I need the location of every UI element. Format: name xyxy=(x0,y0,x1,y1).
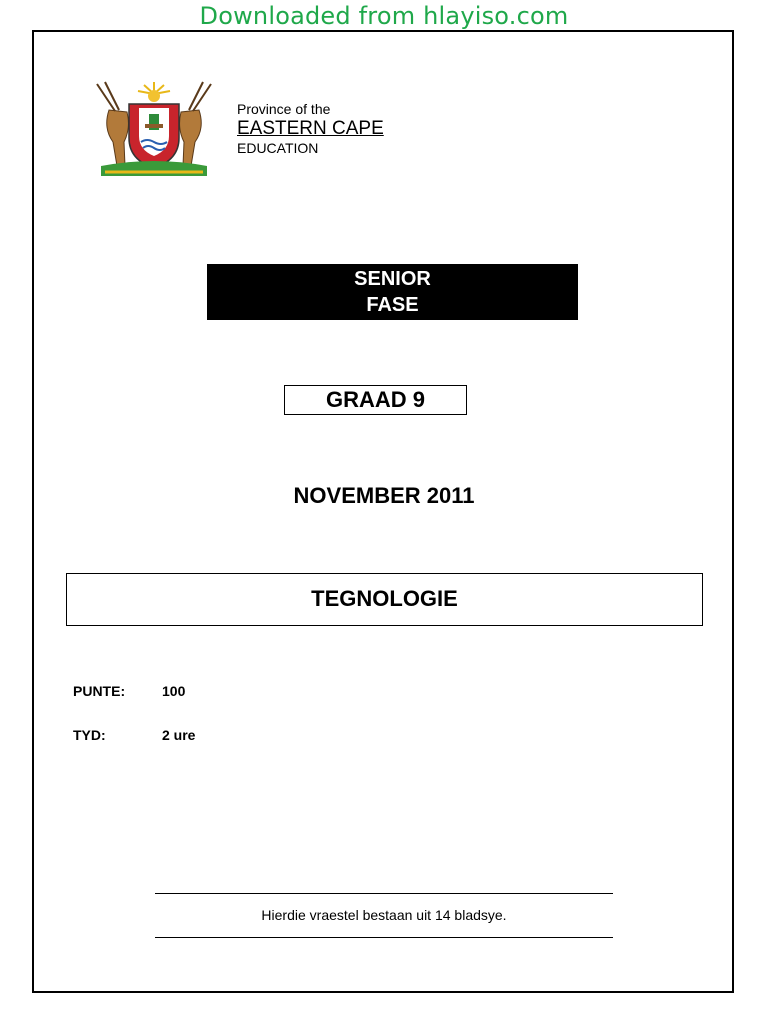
page-count-note: Hierdie vraestel bestaan uit 14 bladsye. xyxy=(261,907,507,923)
time-value: 2 ure xyxy=(162,727,196,743)
department-name: EDUCATION xyxy=(237,140,319,156)
phase-line-1: SENIOR xyxy=(354,268,431,290)
department-heading xyxy=(237,101,384,156)
province-name: EASTERN CAPE xyxy=(237,118,384,139)
divider-top xyxy=(155,893,613,894)
phase-line-2: FASE xyxy=(366,294,419,316)
phase-banner xyxy=(207,264,578,320)
watermark-text: Downloaded from hlayiso.com xyxy=(199,2,569,30)
subject-title: TEGNOLOGIE xyxy=(66,573,703,626)
grade-label: GRAAD 9 xyxy=(284,385,467,415)
coat-of-arms-icon xyxy=(91,80,217,180)
exam-date: NOVEMBER 2011 xyxy=(293,483,475,508)
marks-label: PUNTE: xyxy=(73,683,126,699)
province-line: Province of the xyxy=(237,101,331,117)
marks-value: 100 xyxy=(162,683,186,699)
time-label: TYD: xyxy=(73,727,106,743)
divider-bottom xyxy=(155,937,613,938)
